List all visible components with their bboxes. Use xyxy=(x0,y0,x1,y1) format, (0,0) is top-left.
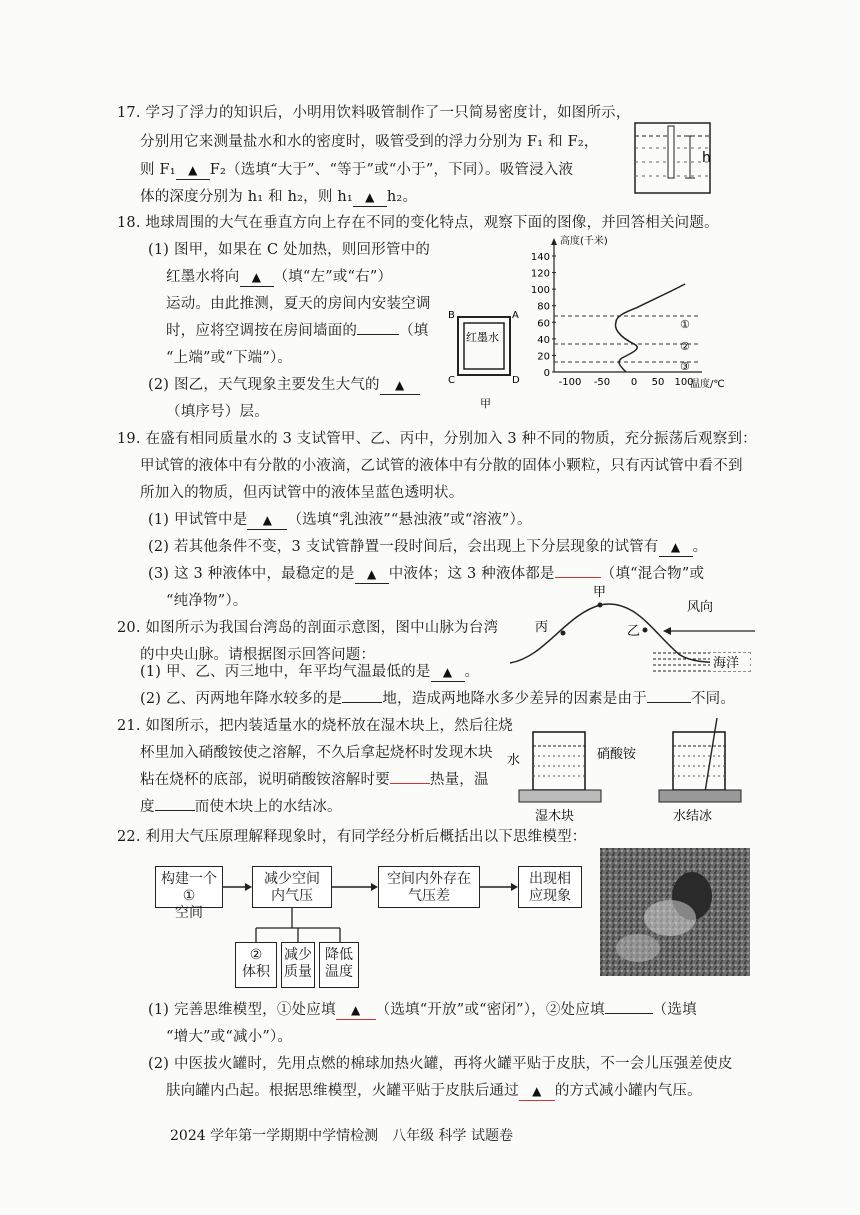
frozen-water-label: 水结冰 xyxy=(673,809,713,824)
q17-line4: 体的深度分别为 h₁ 和 h₂，则 h₁ ▲ h₂。 xyxy=(140,189,418,205)
label-d: D xyxy=(512,375,520,386)
label-b: B xyxy=(448,310,455,321)
q18-blank1[interactable]: ▲ xyxy=(240,268,274,287)
q20-line2: 的中央山脉。请根据图示回答问题： xyxy=(140,647,376,663)
q19-line3: 所加入的物质，但丙试管中的液体呈蓝色透明状。 xyxy=(140,485,464,501)
ocean-label: 海洋 xyxy=(713,656,740,671)
q22-p1-line2: “增大”或“减小”）。 xyxy=(166,1029,293,1045)
wind-direction-label: 风向 xyxy=(687,600,714,615)
y-tick-label: 140 xyxy=(530,252,550,263)
model-box-2: 减少空间 内气压 xyxy=(252,866,332,908)
q18-line1: 18. 地球周围的大气在垂直方向上存在不同的变化特点，观察下面的图像，并回答相关问题。 xyxy=(117,215,719,231)
q18-p2-line2: （填序号）层。 xyxy=(166,404,269,420)
q17-blank2[interactable]: ▲ xyxy=(353,188,387,207)
q20-p2: (2) 乙、丙两地年降水较多的是 地，造成两地降水多少差异的因素是由于 不同。 xyxy=(140,691,736,707)
chart-ylabel: 高度(千米) xyxy=(560,236,608,247)
q22-p2-line1: (2) 中医拔火罐时，先用点燃的棉球加热火罐，再将火罐平贴于皮肤，不一会儿压强差使皮 xyxy=(148,1056,733,1072)
q22-blank3[interactable]: ▲ xyxy=(519,1082,555,1101)
q17-line2: 分别用它来测量盐水和水的密度时，吸管受到的浮力分别为 F₁ 和 F₂， xyxy=(140,134,599,150)
q18-p1-line5: “上端”或“下端”）。 xyxy=(166,350,293,366)
q18-p1-line3: 运动。由此推测，夏天的房间内安装空调 xyxy=(166,296,431,312)
q19-blank3[interactable]: ▲ xyxy=(355,565,389,584)
q22-blank2[interactable] xyxy=(605,1013,653,1014)
fig-jia-caption: 甲 xyxy=(480,397,491,410)
y-tick-label: 40 xyxy=(537,334,550,346)
taiwan-profile-figure xyxy=(505,585,765,685)
model-sub-box-3: 降低 温度 xyxy=(319,942,359,988)
x-tick-label: 50 xyxy=(651,377,665,388)
y-tick-label: 0 xyxy=(543,368,550,379)
temperature-curve xyxy=(616,284,685,372)
q19-p3: (3) 这 3 种液体中，最稳定的是 ▲ 中液体；这 3 种液体都是 （填“混合物”或 xyxy=(148,566,705,582)
q18-p1-line1: (1) 图甲，如果在 C 处加热，则回形管中的 xyxy=(148,242,431,258)
y-tick-label: 120 xyxy=(530,268,550,280)
label-a: A xyxy=(512,310,519,321)
x-tick-label: -100 xyxy=(558,377,582,388)
page-footer: 2024 学年第一学期期中学情检测 八年级 科学 试题卷 xyxy=(170,1128,513,1144)
q19-blank2[interactable]: ▲ xyxy=(659,538,693,557)
q18-p1-line4: 时，应将空调按在房间墙面的 （填 xyxy=(166,323,429,339)
q21-blank1[interactable] xyxy=(390,783,430,784)
q22-p2-line2: 肤向罐内凸起。根据思维模型，火罐平贴于皮肤后通过 ▲ 的方式减小罐内气压。 xyxy=(166,1083,702,1099)
q19-blank4[interactable] xyxy=(555,577,601,578)
beaker-figure xyxy=(505,712,765,827)
label-jia: 甲 xyxy=(593,585,607,600)
q22-p1: (1) 完善思维模型，①处应填 ▲ （选填“开放”或“密闭”），②处应填 （选填 xyxy=(148,1002,697,1018)
x-tick-label: 0 xyxy=(630,377,638,388)
q18-p2-line1: (2) 图乙，天气现象主要发生大气的 ▲ xyxy=(148,376,420,395)
q17-line3: 则 F₁ ▲ F₂（选填“大于”、“等于”或“小于”，下同）。吸管浸入液 xyxy=(140,162,574,178)
water-label: 水 xyxy=(507,753,521,768)
q19-p2: (2) 若其他条件不变，3 支试管静置一段时间后，会出现上下分层现象的试管有 ▲ 。 xyxy=(148,539,708,555)
q20-p1: (1) 甲、乙、丙三地中，年平均气温最低的是 ▲ 。 xyxy=(140,664,480,680)
h-label: h xyxy=(702,150,711,166)
y-tick-label: 80 xyxy=(537,301,550,313)
q21-line3: 粘在烧杯的底部，说明硝酸铵溶解时要 热量，温 xyxy=(140,772,489,788)
q20-blank1[interactable]: ▲ xyxy=(431,663,465,682)
chart-yticks xyxy=(531,252,556,379)
q21-line1: 21. 如图所示，把内装适量水的烧杯放在湿木块上，然后往烧 xyxy=(117,718,513,734)
q18-blank3[interactable]: ▲ xyxy=(380,376,420,395)
y-tick-label: 100 xyxy=(530,285,550,297)
layer-3-label: ③ xyxy=(680,360,690,373)
q19-line1: 19. 在盛有相同质量水的 3 支试管甲、乙、丙中，分别加入 3 种不同的物质，充分振荡后观察到： xyxy=(117,431,757,447)
model-box-4: 出现相 应现象 xyxy=(518,866,582,908)
atmosphere-chart xyxy=(530,232,730,392)
q19-blank1[interactable]: ▲ xyxy=(247,511,287,530)
layer-1-label: ① xyxy=(680,318,690,331)
density-meter-figure xyxy=(630,118,730,198)
q20-blank2[interactable] xyxy=(342,702,382,703)
wet-wood-label: 湿木块 xyxy=(535,809,575,824)
q22-blank1[interactable]: ▲ xyxy=(336,1001,376,1020)
q18-p1-line2: 红墨水将向 ▲ （填“左”或“右”） xyxy=(166,269,393,285)
y-tick-label: 20 xyxy=(537,351,550,363)
layer-2-label: ② xyxy=(680,340,690,353)
model-box-3: 空间内外存在 气压差 xyxy=(378,866,480,908)
q22-line1: 22. 利用大气压原理解释现象时，有同学经分析后概括出以下思维模型： xyxy=(117,829,587,845)
q19-line2: 甲试管的液体中有分散的小液滴，乙试管的液体中有分散的固体小颗粒，只有丙试管中看不到 xyxy=(140,458,743,474)
loop-tube-figure xyxy=(446,305,526,415)
q18-blank2[interactable] xyxy=(357,334,399,335)
label-c: C xyxy=(448,375,455,386)
q17-blank1[interactable]: ▲ xyxy=(176,161,210,180)
label-yi: 乙 xyxy=(627,624,641,639)
y-tick-label: 60 xyxy=(537,318,550,330)
cupping-photo xyxy=(600,848,750,976)
q20-blank3[interactable] xyxy=(647,702,691,703)
chart-xlabel: 温度/℃ xyxy=(690,379,725,390)
q21-line2: 杯里加入硝酸铵使之溶解，不久后拿起烧杯时发现木块 xyxy=(140,745,493,761)
x-tick-label: -50 xyxy=(593,377,611,388)
q17-line1: 17. 学习了浮力的知识后，小明用饮料吸管制作了一只简易密度计，如图所示， xyxy=(117,105,631,121)
model-sub-box-2: 减少 质量 xyxy=(281,942,315,988)
ammonium-nitrate-label: 硝酸铵 xyxy=(597,747,637,762)
red-ink-label: 红墨水 xyxy=(466,331,499,344)
chart-xticks xyxy=(559,377,694,388)
q21-blank2[interactable] xyxy=(155,810,195,811)
label-bing: 丙 xyxy=(535,620,549,635)
x-tick-label: 100 xyxy=(674,377,694,388)
q20-line1: 20. 如图所示为我国台湾岛的剖面示意图，图中山脉为台湾 xyxy=(117,620,499,636)
q21-line4: 度 而使木块上的水结冰。 xyxy=(140,799,342,815)
q19-p3-line2: “纯净物”）。 xyxy=(166,593,248,609)
q19-p1: (1) 甲试管中是 ▲ （选填“乳浊液”“悬浊液”或“溶液”）。 xyxy=(148,512,532,528)
model-box-1: 构建一个 ① 空间 xyxy=(155,866,223,908)
model-connectors xyxy=(150,860,600,950)
model-sub-box-1: ② 体积 xyxy=(235,942,277,988)
